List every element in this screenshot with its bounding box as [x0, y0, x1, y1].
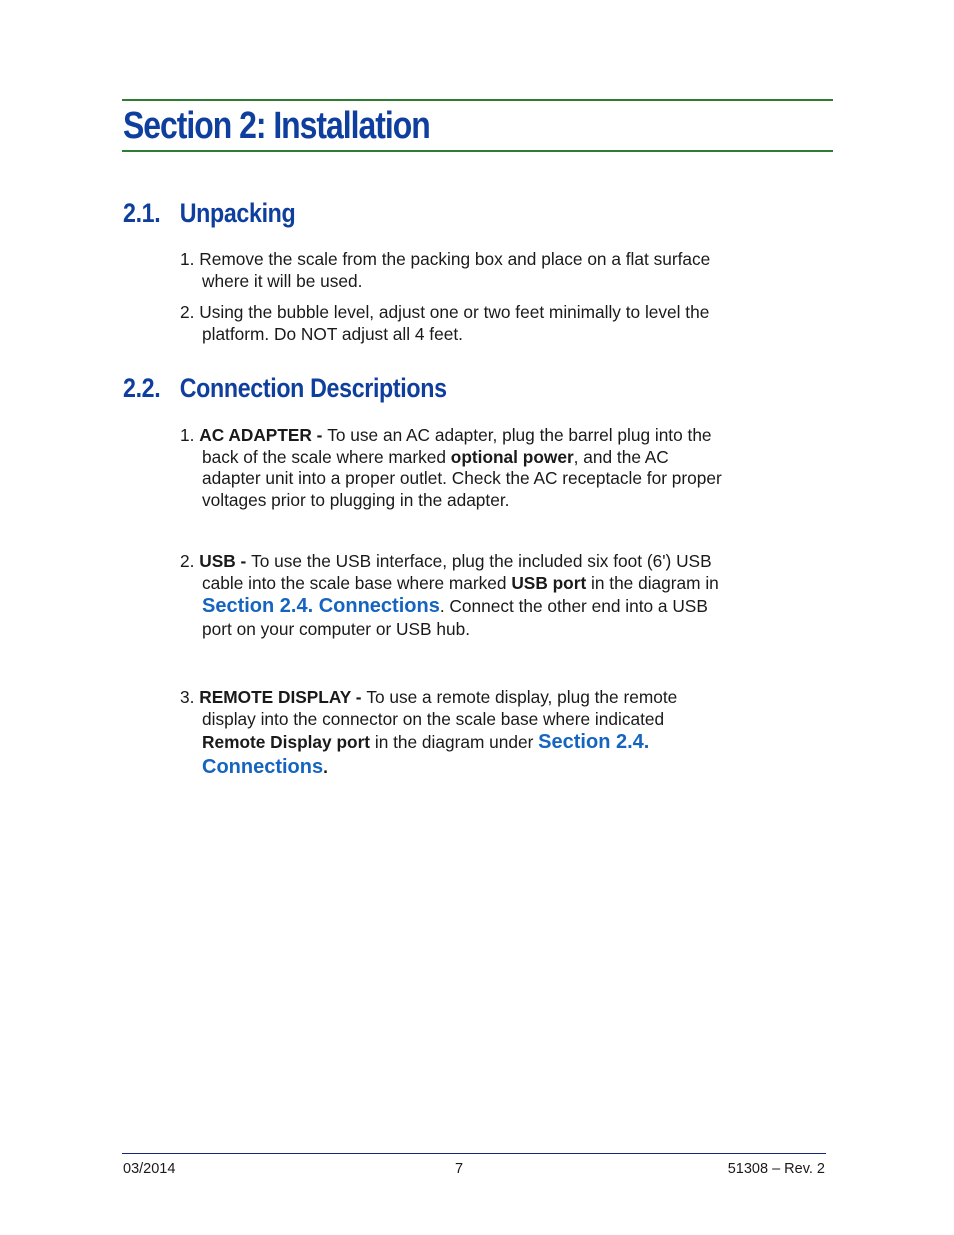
section-2-4-connections-link[interactable]: Section 2.4. Connections	[202, 595, 440, 617]
unpacking-number: 2.1.	[123, 198, 161, 228]
remote-display-label: REMOTE DISPLAY -	[199, 687, 367, 707]
usb-port-label: USB port	[511, 572, 587, 593]
step-text: Using the bubble level, adjust one or two feet minimally to level the	[199, 302, 710, 322]
step-text: Remove the scale from the packing box and place on a flat surface	[199, 249, 711, 269]
footer-date: 03/2014	[123, 1161, 176, 1177]
usb-text-2a: cable into the scale base where marked	[202, 572, 512, 593]
usb-text-3b: . Connect the other end into a USB	[439, 596, 708, 616]
optional-power-label: optional power	[450, 446, 574, 467]
unpacking-step-1	[180, 249, 780, 292]
step-number: 2.	[180, 302, 195, 322]
step-text-continued: platform. Do NOT adjust all 4 feet.	[202, 323, 463, 344]
usb-text-2b: in the diagram in	[586, 572, 719, 593]
usb-label: USB -	[199, 551, 252, 571]
title-top-rule	[122, 99, 833, 101]
remote-text-period: .	[323, 757, 328, 777]
unpacking-heading	[123, 197, 295, 229]
step-number: 3.	[180, 687, 195, 707]
ac-text-2a: back of the scale where marked	[202, 446, 451, 467]
ac-text-2b: , and the AC	[573, 446, 669, 467]
connections-link[interactable]: Connections	[202, 756, 324, 778]
connections-title: Connection Descriptions	[179, 373, 447, 403]
footer-rule	[122, 1153, 826, 1154]
section-title: Section 2: Installation	[123, 105, 430, 147]
footer-doc-revision: 51308 – Rev. 2	[727, 1161, 825, 1177]
step-text-continued: where it will be used.	[202, 270, 363, 291]
connection-remote-display	[180, 687, 780, 780]
ac-text-3: adapter unit into a proper outlet. Check the AC receptacle for proper	[202, 468, 722, 488]
step-number: 1.	[180, 249, 195, 269]
connection-usb	[180, 551, 780, 641]
usb-text-1: To use the USB interface, plug the included six foot (6') USB	[251, 551, 712, 571]
remote-text-1: To use a remote display, plug the remote	[366, 687, 678, 707]
remote-display-port-label: Remote Display port	[202, 732, 371, 752]
ac-text-1: To use an AC adapter, plug the barrel plug into the	[327, 425, 712, 445]
unpacking-step-2	[180, 302, 780, 345]
step-number: 2.	[180, 551, 195, 571]
title-bottom-rule	[122, 150, 833, 152]
connection-ac-adapter	[180, 425, 780, 511]
remote-text-2: display into the connector on the scale base where indicated	[202, 708, 665, 729]
connections-number: 2.2.	[123, 373, 161, 403]
ac-text-4: voltages prior to plugging in the adapter.	[202, 489, 510, 510]
section-2-4-link[interactable]: Section 2.4.	[538, 731, 650, 753]
footer-page-number: 7	[455, 1161, 464, 1177]
ac-adapter-label: AC ADAPTER -	[199, 425, 328, 445]
connections-heading	[123, 372, 447, 404]
usb-text-4: port on your computer or USB hub.	[202, 619, 470, 639]
unpacking-title: Unpacking	[179, 198, 296, 228]
remote-text-3a: in the diagram under	[370, 732, 539, 752]
step-number: 1.	[180, 425, 195, 445]
